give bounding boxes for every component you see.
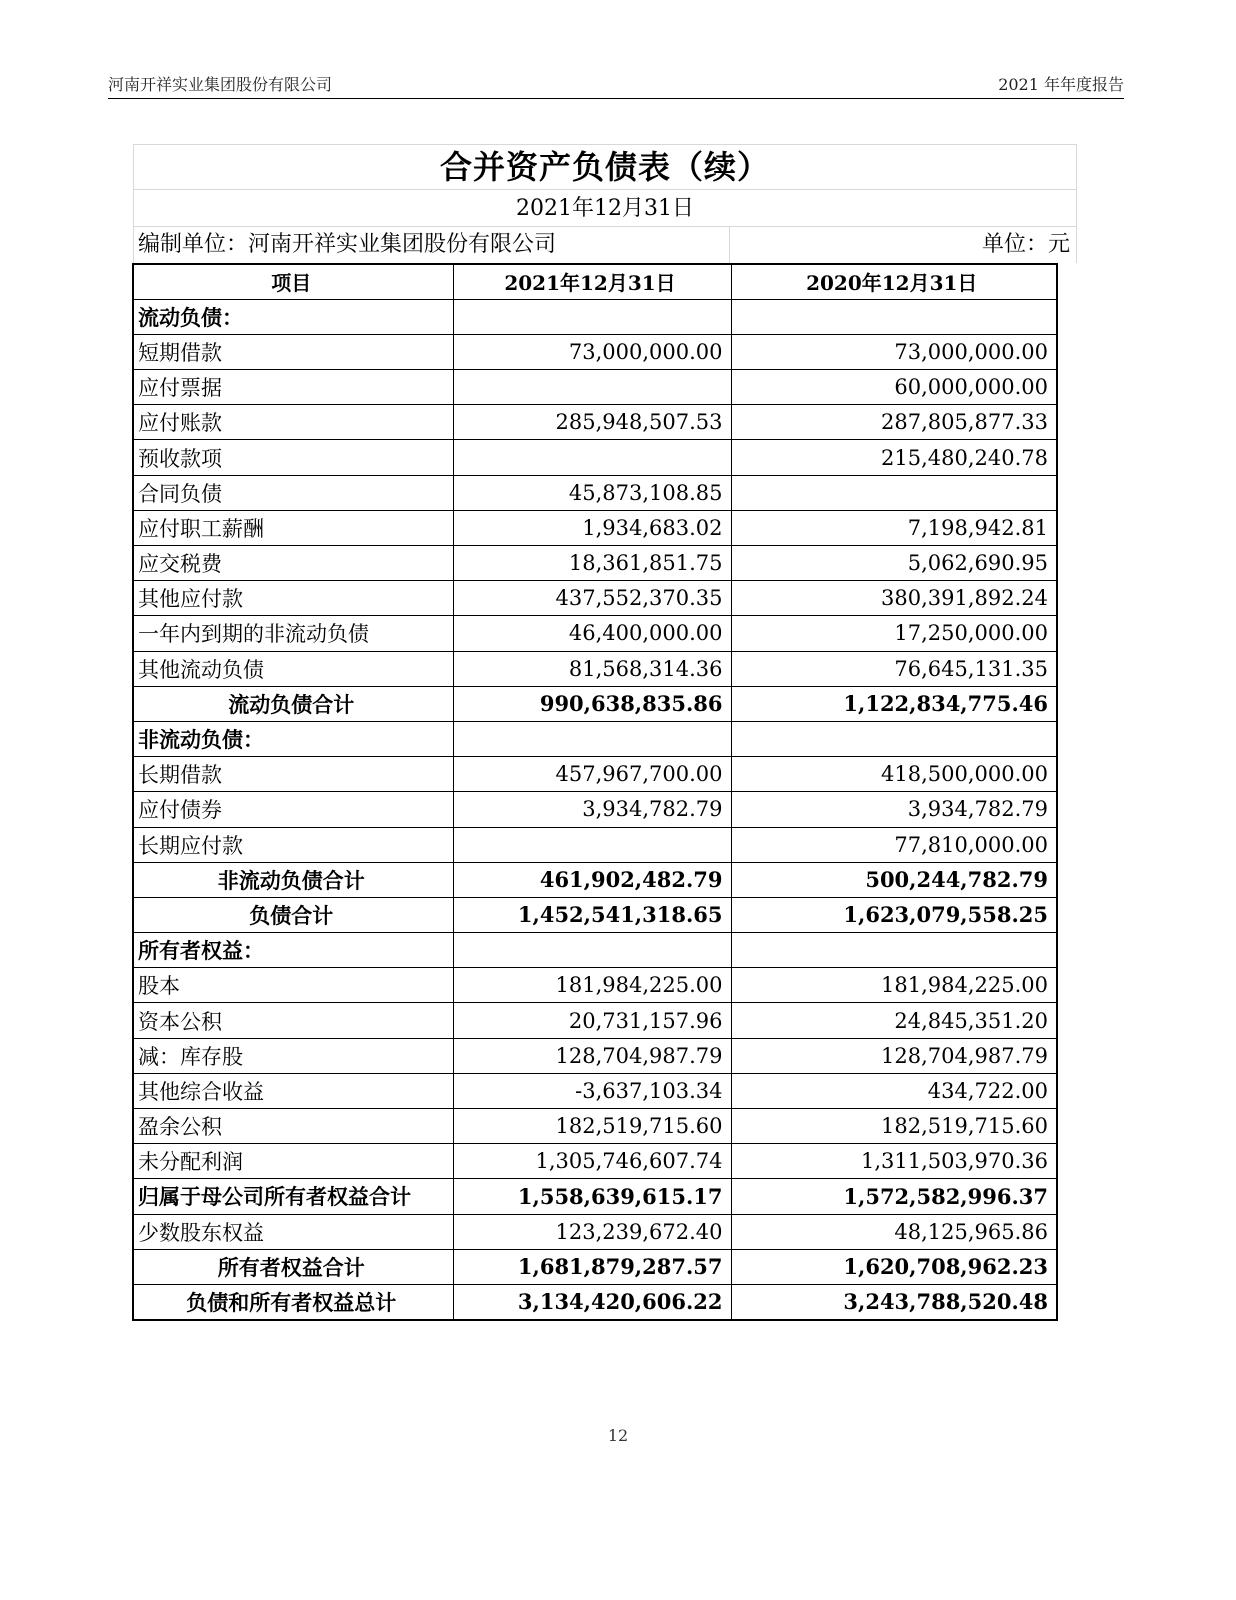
- row-label: 应付账款: [133, 405, 453, 440]
- value-2020: 73,000,000.00: [731, 334, 1057, 369]
- value-2020: 76,645,131.35: [731, 651, 1057, 686]
- page-header: [108, 70, 1124, 99]
- value-2020: 182,519,715.60: [731, 1109, 1057, 1144]
- row-label: 盈余公积: [133, 1109, 453, 1144]
- value-2021: 461,902,482.79: [453, 862, 731, 897]
- value-2021: 46,400,000.00: [453, 616, 731, 651]
- value-2020: 48,125,965.86: [731, 1214, 1057, 1249]
- value-2020: 7,198,942.81: [731, 510, 1057, 545]
- column-header-item: 项目: [133, 264, 453, 299]
- value-2021: 128,704,987.79: [453, 1038, 731, 1073]
- value-2020: 60,000,000.00: [731, 370, 1057, 405]
- unit-row: [133, 226, 1077, 263]
- value-2020: 1,122,834,775.46: [731, 686, 1057, 721]
- value-2021: 20,731,157.96: [453, 1003, 731, 1038]
- row-label: 长期借款: [133, 757, 453, 792]
- value-2020: 380,391,892.24: [731, 581, 1057, 616]
- value-2020: 17,250,000.00: [731, 616, 1057, 651]
- row-label: 所有者权益合计: [133, 1249, 453, 1284]
- value-2021: 123,239,672.40: [453, 1214, 731, 1249]
- row-label: 资本公积: [133, 1003, 453, 1038]
- value-2021: 73,000,000.00: [453, 334, 731, 369]
- table-row: [133, 1179, 1057, 1214]
- value-2021: 3,934,782.79: [453, 792, 731, 827]
- row-label: 应交税费: [133, 546, 453, 581]
- value-2021: 18,361,851.75: [453, 546, 731, 581]
- table-row: [133, 616, 1057, 651]
- value-2020: [731, 299, 1057, 334]
- row-label: 其他综合收益: [133, 1073, 453, 1108]
- table-row: [133, 651, 1057, 686]
- value-2021: 182,519,715.60: [453, 1109, 731, 1144]
- value-2021: 3,134,420,606.22: [453, 1284, 731, 1319]
- value-2020: 500,244,782.79: [731, 862, 1057, 897]
- row-label: 其他应付款: [133, 581, 453, 616]
- balance-sheet-table: [132, 263, 1058, 1321]
- table-row: [133, 1214, 1057, 1249]
- value-2020: [731, 475, 1057, 510]
- row-label: 其他流动负债: [133, 651, 453, 686]
- row-label: 合同负债: [133, 475, 453, 510]
- row-label: 少数股东权益: [133, 1214, 453, 1249]
- value-2021: 990,638,835.86: [453, 686, 731, 721]
- row-label: 减：库存股: [133, 1038, 453, 1073]
- table-row: [133, 405, 1057, 440]
- value-2021: 81,568,314.36: [453, 651, 731, 686]
- value-2021: [453, 299, 731, 334]
- table-row: [133, 933, 1057, 968]
- value-2021: [453, 827, 731, 862]
- value-2020: 287,805,877.33: [731, 405, 1057, 440]
- value-2020: [731, 721, 1057, 756]
- table-row: [133, 1038, 1057, 1073]
- table-row: [133, 686, 1057, 721]
- row-label: 长期应付款: [133, 827, 453, 862]
- table-row: [133, 792, 1057, 827]
- value-2021: 1,681,879,287.57: [453, 1249, 731, 1284]
- row-label: 负债合计: [133, 897, 453, 932]
- table-row: [133, 1284, 1057, 1319]
- table-row: [133, 862, 1057, 897]
- table-row: [133, 1109, 1057, 1144]
- value-2020: 434,722.00: [731, 1073, 1057, 1108]
- table-row: [133, 299, 1057, 334]
- column-header-2020: 2020年12月31日: [731, 264, 1057, 299]
- table-row: [133, 581, 1057, 616]
- value-2021: [453, 440, 731, 475]
- page-number: 12: [607, 1426, 629, 1445]
- value-2020: 215,480,240.78: [731, 440, 1057, 475]
- row-label: 流动负债合计: [133, 686, 453, 721]
- table-row: [133, 475, 1057, 510]
- value-2021: 45,873,108.85: [453, 475, 731, 510]
- header-report-name: 2021 年年度报告: [998, 75, 1124, 94]
- row-label: 归属于母公司所有者权益合计: [133, 1179, 453, 1214]
- table-row: [133, 1249, 1057, 1284]
- value-2020: 418,500,000.00: [731, 757, 1057, 792]
- table-row: [133, 440, 1057, 475]
- row-label: 未分配利润: [133, 1144, 453, 1179]
- value-2021: -3,637,103.34: [453, 1073, 731, 1108]
- row-label: 负债和所有者权益总计: [133, 1284, 453, 1319]
- table-row: [133, 1144, 1057, 1179]
- value-2021: 1,305,746,607.74: [453, 1144, 731, 1179]
- row-label: 一年内到期的非流动负债: [133, 616, 453, 651]
- row-label: 非流动负债合计: [133, 862, 453, 897]
- value-2020: 1,623,079,558.25: [731, 897, 1057, 932]
- value-2020: 128,704,987.79: [731, 1038, 1057, 1073]
- value-2020: 24,845,351.20: [731, 1003, 1057, 1038]
- row-label: 预收款项: [133, 440, 453, 475]
- row-label: 流动负债：: [133, 299, 453, 334]
- value-2020: 3,243,788,520.48: [731, 1284, 1057, 1319]
- row-label: 短期借款: [133, 334, 453, 369]
- table-row: [133, 721, 1057, 756]
- sheet-date: 2021年12月31日: [133, 189, 1077, 226]
- table-row: [133, 1003, 1057, 1038]
- row-label: 应付票据: [133, 370, 453, 405]
- table-row: [133, 757, 1057, 792]
- balance-sheet-frame: [133, 144, 1077, 1321]
- value-2021: [453, 721, 731, 756]
- table-row: [133, 897, 1057, 932]
- table-row: [133, 968, 1057, 1003]
- value-2021: 457,967,700.00: [453, 757, 731, 792]
- table-row: [133, 334, 1057, 369]
- row-label: 应付职工薪酬: [133, 510, 453, 545]
- table-row: [133, 827, 1057, 862]
- value-2021: 1,558,639,615.17: [453, 1179, 731, 1214]
- value-2020: 181,984,225.00: [731, 968, 1057, 1003]
- column-header-2021: 2021年12月31日: [453, 264, 731, 299]
- header-company: 河南开祥实业集团股份有限公司: [108, 75, 333, 94]
- table-row: [133, 510, 1057, 545]
- currency-unit: 单位：元: [981, 232, 1070, 257]
- value-2021: 1,452,541,318.65: [453, 897, 731, 932]
- row-label: 股本: [133, 968, 453, 1003]
- row-label: 所有者权益：: [133, 933, 453, 968]
- sheet-title: 合并资产负债表（续）: [133, 144, 1077, 189]
- value-2020: [731, 933, 1057, 968]
- value-2020: 1,572,582,996.37: [731, 1179, 1057, 1214]
- value-2021: [453, 370, 731, 405]
- value-2020: 3,934,782.79: [731, 792, 1057, 827]
- table-row: [133, 546, 1057, 581]
- value-2021: [453, 933, 731, 968]
- table-header-row: [133, 264, 1057, 299]
- table-row: [133, 1073, 1057, 1108]
- table-row: [133, 370, 1057, 405]
- value-2020: 5,062,690.95: [731, 546, 1057, 581]
- value-2021: 1,934,683.02: [453, 510, 731, 545]
- value-2021: 437,552,370.35: [453, 581, 731, 616]
- row-label: 应付债券: [133, 792, 453, 827]
- row-label: 非流动负债：: [133, 721, 453, 756]
- value-2020: 77,810,000.00: [731, 827, 1057, 862]
- value-2021: 181,984,225.00: [453, 968, 731, 1003]
- preparer-label: 编制单位：河南开祥实业集团股份有限公司: [134, 227, 730, 263]
- value-2021: 285,948,507.53: [453, 405, 731, 440]
- value-2020: 1,311,503,970.36: [731, 1144, 1057, 1179]
- value-2020: 1,620,708,962.23: [731, 1249, 1057, 1284]
